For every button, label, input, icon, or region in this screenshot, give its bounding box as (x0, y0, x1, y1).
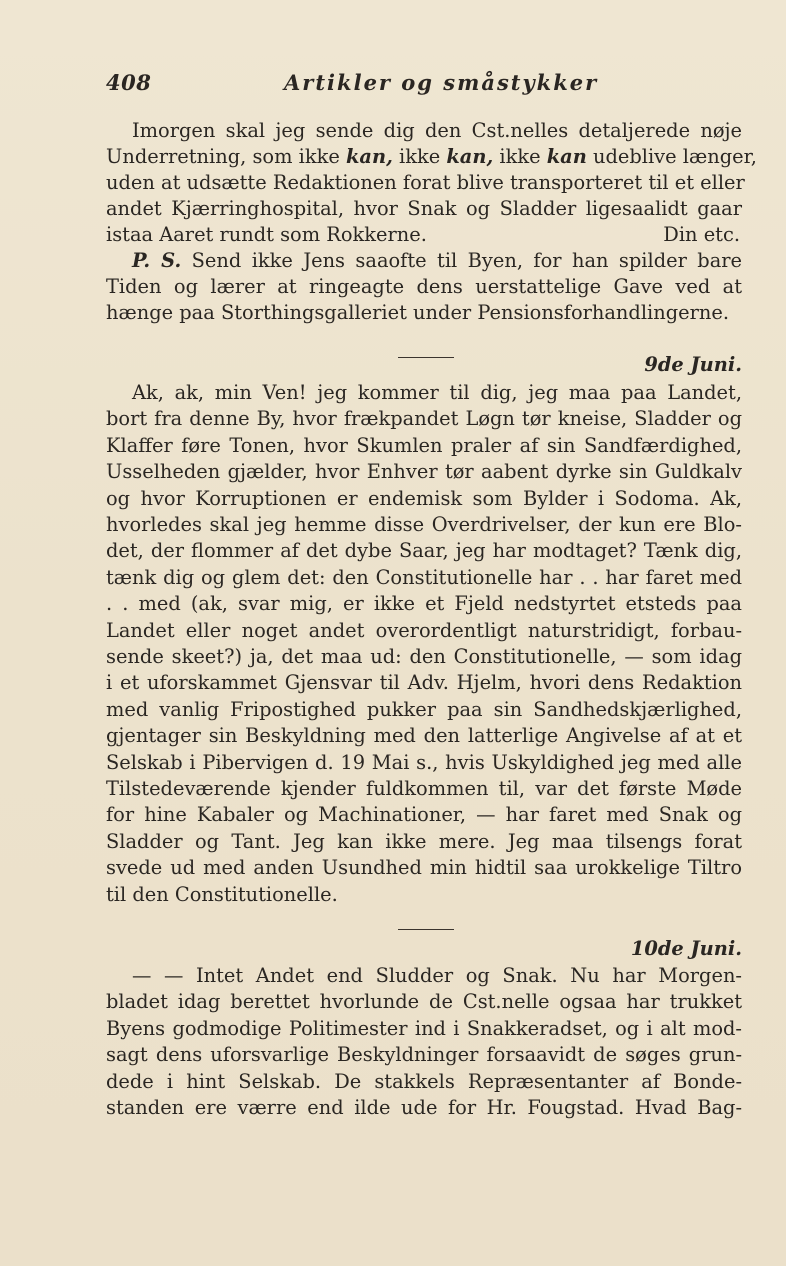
text-run: Underretning, som ikke (106, 145, 346, 168)
paragraph-line: Klaffer føre Tonen, hvor Skumlen praler af sin Sandfærdighed, (106, 433, 742, 457)
postscript-line (132, 248, 742, 274)
emphasis-text: kan, (345, 145, 393, 168)
section-divider (398, 357, 454, 358)
paragraph-line: — — Intet Andet end Sludder og Snak. Nu har Morgen- (132, 964, 742, 987)
emphasis-text: kan (546, 145, 587, 168)
emphasis-text: kan, (446, 145, 494, 168)
paragraph-line: Ak, ak, min Ven! jeg kommer til dig, jeg maa paa Landet, (132, 381, 742, 404)
paragraph-line: for hine Kabaler og Machinationer, — har faret med Snak og (106, 803, 742, 827)
paragraph-line: svede ud med anden Usundhed min hidtil saa urokkelige Tiltro (106, 856, 742, 880)
paragraph-line: standen ere værre end ilde ude for Hr. Fougstad. Hvad Bag- (106, 1096, 742, 1119)
page-number: 408 (106, 70, 152, 95)
paragraph-line: Imorgen skal jeg sende dig den Cst.nelles detaljerede nøje (132, 119, 742, 142)
paragraph-line: sende skeet?) ja, det maa ud: den Constitutionelle, — som idag (106, 645, 742, 668)
paragraph-line: i et uforskammet Gjensvar til Adv. Hjelm, hvori dens Redaktion (106, 671, 742, 695)
text-run: ikke (493, 145, 547, 168)
paragraph-line: Byens godmodige Politimester ind i Snakkeradset, og i alt mod- (106, 1016, 742, 1040)
paragraph-line: Selskab i Pibervigen d. 19 Mai s., hvis Uskyldighed jeg med alle (106, 750, 742, 774)
paragraph-line: dede i hint Selskab. De stakkels Repræsentanter af Bonde- (106, 1069, 742, 1093)
postscript-label: P. S. (132, 249, 182, 272)
running-title: Artikler og småstykker (284, 70, 599, 95)
paragraph-line: Landet eller noget andet overordentligt naturstridigt, forbau- (106, 618, 742, 642)
paragraph-line: bladet idag berettet hvorlunde de Cst.nelle ogsaa har trukket (106, 990, 742, 1014)
paragraph-line: hvorledes skal jeg hemme disse Overdrivelser, der kun ere Blo- (106, 513, 742, 536)
paragraph-line: Tilstedeværende kjender fuldkommen til, var det første Møde (106, 777, 742, 800)
letter-signature: Din etc. (663, 223, 740, 246)
text-run: udeblive længer, (586, 145, 757, 168)
section-date: 10de Juni. (630, 937, 742, 960)
section-divider (398, 929, 454, 930)
paragraph-line: tænk dig og glem det: den Constitutionelle har . . har faret med (106, 565, 742, 589)
paragraph-line: uden at udsætte Redaktionen forat blive transporteret til et eller (106, 171, 745, 194)
paragraph-line (106, 144, 757, 170)
paragraph-line: og hvor Korruptionen er endemisk som Bylder i Sodoma. Ak, (106, 486, 742, 510)
section-date: 9de Juni. (644, 353, 742, 376)
paragraph-line: istaa Aaret rundt som Rokkerne. (106, 223, 427, 246)
text-run: ikke (392, 145, 447, 168)
paragraph-line: andet Kjærringhospital, hvor Snak og Sladder ligesaalidt gaar (106, 197, 742, 220)
page-header (106, 70, 742, 104)
paragraph-line: til den Constitutionelle. (106, 882, 338, 906)
text-run: Send ikke Jens saaofte til Byen, for han spilder bare (181, 249, 742, 272)
paragraph-line: det, der flommer af det dybe Saar, jeg har modtaget? Tænk dig, (106, 539, 742, 563)
paragraph-line: bort fra denne By, hvor frækpandet Løgn tør kneise, Sladder og (106, 407, 742, 431)
paragraph-line: hænge paa Storthingsgalleriet under Pensionsforhandlingerne. (106, 301, 730, 324)
paragraph-line: sagt dens uforsvarlige Beskyldninger forsaavidt de søges grun- (106, 1043, 742, 1067)
paragraph-line: . . med (ak, svar mig, er ikke et Fjeld nedstyrtet etsteds paa (106, 592, 742, 616)
paragraph-line: Tiden og lærer at ringeagte dens uerstattelige Gave ved at (106, 275, 742, 298)
paragraph-line: Usselheden gjælder, hvor Enhver tør aabent dyrke sin Guldkalv (106, 460, 742, 484)
paragraph-line: gjentager sin Beskyldning med den latterlige Angivelse af at et (106, 724, 742, 748)
paragraph-line: med vanlig Fripostighed pukker paa sin Sandhedskjærlighed, (106, 697, 742, 721)
paragraph-line: Sladder og Tant. Jeg kan ikke mere. Jeg maa tilsengs forat (106, 829, 742, 853)
